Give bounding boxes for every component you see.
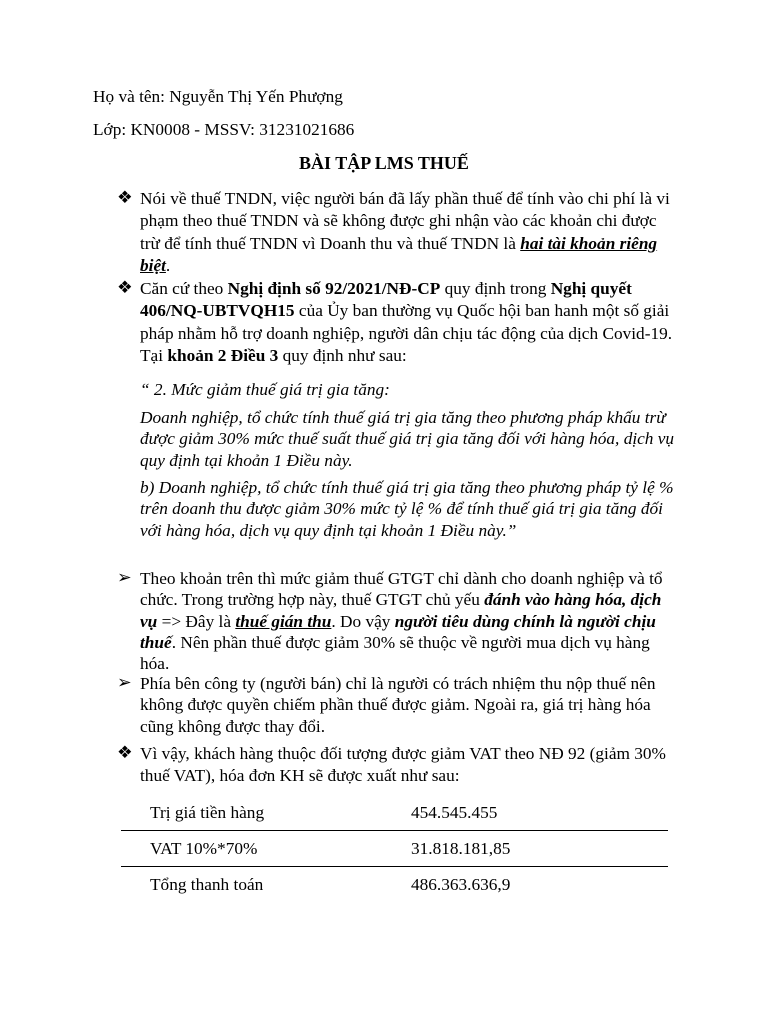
quote-paragraph-a: Doanh nghiệp, tổ chức tính thuế giá trị gia tăng theo phương pháp khấu trừ được giảm 30% mức thuế suất thuế giá trị gia tăng đối với hàng hóa, dịch vụ quy định tại khoản 1 Điều này.: [140, 408, 675, 470]
invoice-label: Tổng thanh toán: [150, 874, 264, 894]
table-row: [121, 831, 668, 867]
diamond-bullet-icon: ❖: [117, 743, 133, 762]
paragraph-seller-role: Phía bên công ty (người bán) chỉ là người có trách nhiệm thu nộp thuế nên không được quyền chiếm phần thuế được giảm. Ngoài ra, giá trị hàng hóa cũng không được thay đổi.: [140, 674, 656, 736]
arrow-bullet-icon: ➢: [117, 673, 132, 692]
emphasis-separate-accounts: hai tài khoản riêng biệt: [140, 233, 658, 275]
student-name: Họ và tên: Nguyễn Thị Yến Phượng: [93, 87, 343, 106]
arrow-bullet-icon: ➢: [117, 568, 132, 587]
invoice-table: [121, 795, 668, 902]
invoice-value: 31.818.181,85: [409, 831, 668, 867]
table-row: [121, 867, 668, 903]
decree-reference: Nghị định số 92/2021/NĐ-CP: [227, 279, 441, 298]
paragraph-legal-basis: Căn cứ theo Nghị định số 92/2021/NĐ-CP quy định trong Nghị quyết 406/NQ-UBTVQH15 của Ủy ban thường vụ Quốc hội ban hanh một số giải pháp nhằm hỗ trợ doanh nghiệp, người dân chịu tác động của dịch Covid-19. Tại khoản 2 Điều 3 quy định như sau:: [140, 279, 673, 365]
invoice-value: 454.545.455: [409, 795, 668, 831]
quote-heading: “ 2. Mức giảm thuế giá trị gia tăng:: [140, 380, 390, 399]
emphasis-goods-services: đánh vào hàng hóa, dịch vụ: [140, 590, 662, 631]
invoice-value: 486.363.636,9: [411, 874, 511, 894]
resolution-reference: Nghị quyết 406/NQ-UBTVQH15: [140, 279, 632, 321]
invoice-label: VAT 10%*70%: [121, 831, 409, 867]
emphasis-consumer-bears-tax: người tiêu dùng chính là người chịu thuế: [140, 611, 656, 652]
document-title: BÀI TẬP LMS THUẾ: [299, 153, 469, 173]
paragraph-vat-analysis: Theo khoản trên thì mức giảm thuế GTGT chỉ dành cho doanh nghiệp và tổ chức. Trong trường hợp này, thuế GTGT chủ yếu đánh vào hàng hóa, dịch vụ => Đây là thuế gián thu. Do vậy người tiêu dùng chính là người chịu thuế. Nên phần thuế được giảm 30% sẽ thuộc về người mua dịch vụ hàng hóa.: [140, 569, 663, 674]
quote-paragraph-b: b) Doanh nghiệp, tổ chức tính thuế giá trị gia tăng theo phương pháp tỷ lệ % trên doanh thu được giảm 30% mức tỷ lệ % để tính thuế giá trị gia tăng đối với hàng hóa, dịch vụ quy định tại khoản 1 Điều này.”: [140, 478, 674, 540]
emphasis-indirect-tax: thuế gián thu: [235, 611, 332, 631]
diamond-bullet-icon: ❖: [117, 278, 133, 297]
student-class-id: Lớp: KN0008 - MSSV: 31231021686: [93, 120, 355, 139]
table-row: [121, 795, 668, 831]
clause-reference: khoản 2 Điều 3: [167, 345, 279, 365]
invoice-label: Trị giá tiền hàng: [121, 795, 409, 831]
paragraph-invoice-intro: Vì vậy, khách hàng thuộc đối tượng được giảm VAT theo NĐ 92 (giảm 30% thuế VAT), hóa đơn KH sẽ được xuất như sau:: [140, 744, 666, 786]
paragraph-tndn: Nói về thuế TNDN, việc người bán đã lấy phần thuế để tính vào chi phí là vi phạm theo thuế TNDN và sẽ không được ghi nhận vào các khoản chi được trừ để tính thuế TNDN vì Doanh thu và thuế TNDN là hai tài khoản riêng biệt.: [140, 189, 670, 275]
diamond-bullet-icon: ❖: [117, 188, 133, 207]
